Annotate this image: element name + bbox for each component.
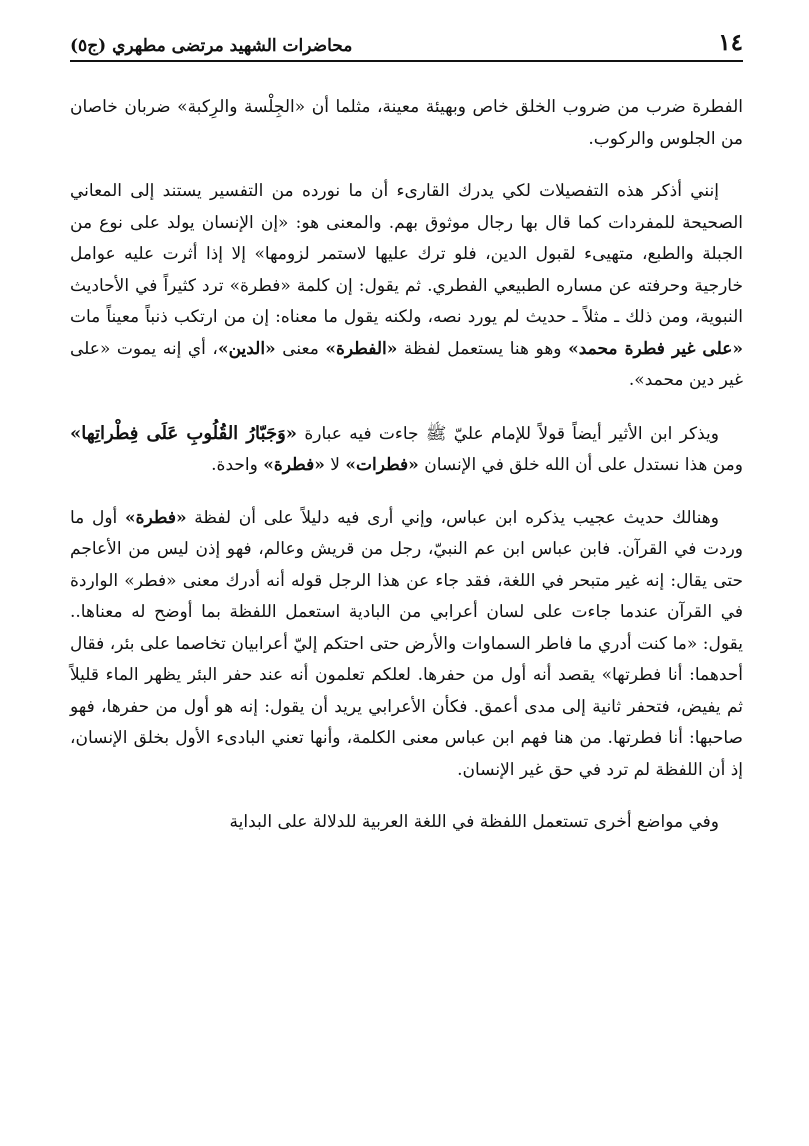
- text-run: وهنالك حديث عجيب يذكره ابن عباس، وإني أرى فيه دليلاً على أن لفظة: [186, 507, 719, 528]
- text-run: الفطرة ضرب من ضروب الخلق خاص وبهيئة معينة، مثلما أن «الجِلْسة والرِكبة» ضربان خاصان من الجلوس والركوب.: [70, 97, 743, 149]
- body-text: [70, 92, 743, 839]
- text-run: وهو هنا يستعمل لفظة: [397, 338, 569, 359]
- header-rule: [70, 60, 743, 62]
- text-run: ويذكر ابن الأثير أيضاً قولاً للإمام عليّ ﷺ جاءت فيه عبارة: [297, 423, 719, 444]
- bold-term: «فطرة»: [124, 507, 187, 528]
- text-run: وفي مواضع أخرى تستعمل اللفظة في اللغة العربية للدلالة على البداية: [229, 812, 719, 832]
- text-run: إنني أذكر هذه التفصيلات لكي يدرك القارىء أن ما نورده من التفسير يستند إلى المعاني الصحيحة للمفردات كما قال بها رجال موثوق بهم. والمعنى هو: «إن الإنسان يولد على نوع من الجبلة والطبع، متهيىء لقبول الدين، فلو ترك عليها لاستمر لزومها» إلا إذا أثرت عليه عوامل خارجية وحرفته عن مساره الطبيعي الفطري. ثم يقول: إن كلمة «فطرة» ترد كثيراً في الأحاديث النبوية، ومن ذلك ـ مثلاً ـ حديث لم يورد نصه، ولكنه يقول ما معناه: إن من ارتكب ذنباً معيناً مات: [70, 181, 743, 327]
- text-run: ومن هذا نستدل على أن الله خلق في الإنسان: [418, 455, 743, 475]
- running-header: [70, 22, 743, 56]
- text-run: لا: [324, 455, 346, 475]
- quoted-phrase: «وَجَبّارُ القُلُوبِ عَلَى فِطْراتِها»: [70, 422, 298, 444]
- book-page: [70, 22, 743, 1146]
- text-run: أول ما وردت في القرآن. فابن عباس ابن عم النبيّ، رجل من قريش وعالم، فهو إذن ليس من الأعاجم حتى يقال: إنه غير متبحر في اللغة، فقد جاء عن هذا الرجل قوله أنه أدرك معنى «فطر» الواردة في القرآن عندما جاءت على لسان أعرابي من البادية استعمل اللفظة بما أوضح له معناها.. يقول: «ما كنت أدري ما فاطر السماوات والأرض حتى احتكم إليّ أعرابيان تخاصما على بئر، فقال أحدهما: أنا فطرتها» يقصد أنه أول من حفرها. لعلكم تعلمون أنه عند حفر البئر يظهر الماء قليلاً ثم يفيض، فتحفر ثانية إلى مدى أعمق. فكأن الأعرابي يريد أن يقول: إنه هو أول من حفرها، فهو صاحبها: أنا فطرتها. من هنا فهم ابن عباس معنى الكلمة، وأنها تعني البادىء الأول بخلق الإنسان، إذ أن اللفظة لم ترد في حق غير الإنسان.: [70, 507, 743, 780]
- text-run: واحدة.: [211, 455, 264, 475]
- paragraph: [70, 807, 743, 839]
- running-title: محاضرات الشهيد مرتضى مطهري (ج٥): [70, 36, 353, 56]
- bold-term: «الفطرة»: [325, 338, 398, 359]
- bold-term: «فطرات»: [345, 455, 419, 475]
- text-run: ، أي إنه يموت «على غير دين محمد».: [70, 338, 743, 390]
- paragraph: [70, 418, 743, 482]
- paragraph: [70, 92, 743, 155]
- text-run: معنى: [275, 338, 326, 359]
- paragraph: [70, 503, 743, 787]
- paragraph: [70, 176, 743, 397]
- bold-term: «فطرة»: [263, 455, 325, 475]
- bold-term: «الدين»: [217, 338, 276, 359]
- page-number: ١٤: [718, 29, 743, 56]
- bold-term: «على غير فطرة محمد»: [568, 338, 743, 359]
